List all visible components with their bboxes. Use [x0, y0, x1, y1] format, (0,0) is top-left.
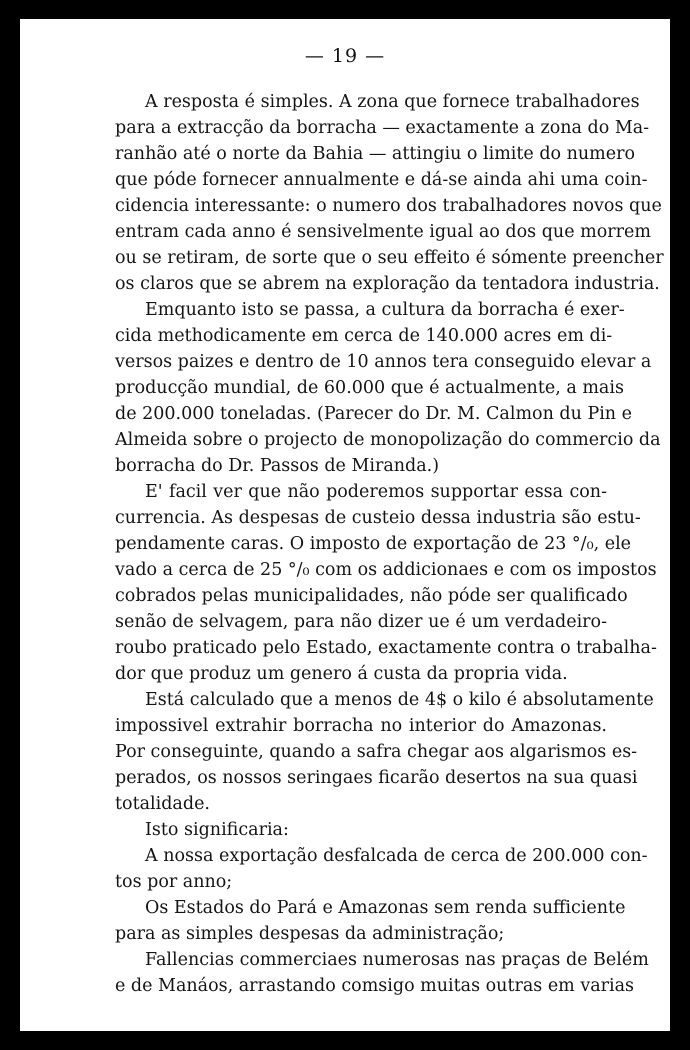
- text-line: Por conseguinte, quando a safra chegar aos algarismos es-: [115, 742, 638, 762]
- text-line: producção mundial, de 60.000 que é actualmente, a mais: [115, 378, 624, 398]
- text-line: borracha do Dr. Passos de Miranda.): [115, 456, 440, 476]
- body-text: [115, 89, 664, 999]
- text-line: roubo praticado pelo Estado, exactamente contra o trabalha-: [115, 638, 657, 658]
- text-line: versos paizes e dentro de 10 annos tera conseguido elevar a: [115, 352, 652, 372]
- book-page: [20, 19, 670, 1031]
- text-line: pendamente caras. O imposto de exportação de 23 °/₀, ele: [115, 534, 632, 554]
- text-line: currencia. As despesas de custeio dessa industria são estu-: [115, 508, 641, 528]
- text-line: e de Manáos, arrastando comsigo muitas outras em varias: [115, 976, 635, 996]
- text-line: perados, os nossos seringaes ficarão desertos na sua quasi: [115, 768, 638, 788]
- text-line: que póde fornecer annualmente e dá-se ainda ahi uma coin-: [115, 170, 648, 190]
- text-line: Almeida sobre o projecto de monopolização do commercio da: [115, 430, 661, 450]
- text-line: A nossa exportação desfalcada de cerca de 200.000 con-: [145, 846, 648, 866]
- text-line: entram cada anno é sensivelmente igual ao dos que morrem: [115, 222, 651, 242]
- text-line: cida methodicamente em cerca de 140.000 acres em di-: [115, 326, 613, 346]
- text-line: ou se retiram, de sorte que o seu effeito é sómente preencher: [115, 248, 664, 268]
- text-line: senão de selvagem, para não dizer ue é um verdadeiro-: [115, 612, 607, 632]
- text-line: Está calculado que a menos de 4$ o kilo é absolutamente: [145, 690, 654, 710]
- text-line: tos por anno;: [115, 872, 233, 892]
- text-line: para as simples despesas da administração;: [115, 924, 505, 944]
- text-line: vado a cerca de 25 °/₀ com os addicionaes e com os impostos: [115, 560, 657, 580]
- text-line: A resposta é simples. A zona que fornece trabalhadores: [145, 92, 640, 112]
- text-line: E' facil ver que não poderemos supportar essa con-: [145, 482, 607, 502]
- text-line: Isto significaria:: [145, 820, 289, 840]
- text-line: para a extracção da borracha — exactamente a zona do Ma-: [115, 118, 650, 138]
- text-line: totalidade.: [115, 794, 210, 814]
- text-line: ranhão até o norte da Bahia — attingiu o limite do numero: [115, 144, 636, 164]
- text-line: cobrados pelas municipalidades, não póde ser qualificado: [115, 586, 628, 606]
- text-line: Fallencias commerciaes numerosas nas praças de Belém: [145, 950, 649, 970]
- text-line: impossivel extrahir borracha no interior do Amazonas.: [115, 716, 607, 736]
- text-line: dor que produz um genero á custa da propria vida.: [115, 664, 568, 684]
- text-line: Os Estados do Pará e Amazonas sem renda sufficiente: [145, 898, 626, 918]
- text-line: os claros que se abrem na exploração da tentadora industria.: [115, 274, 660, 294]
- page-number: — 19 —: [304, 45, 386, 67]
- text-line: de 200.000 toneladas. (Parecer do Dr. M. Calmon du Pin e: [115, 404, 633, 424]
- text-line: cidencia interessante: o numero dos trabalhadores novos que: [115, 196, 662, 216]
- text-line: Emquanto isto se passa, a cultura da borracha é exer-: [145, 300, 625, 320]
